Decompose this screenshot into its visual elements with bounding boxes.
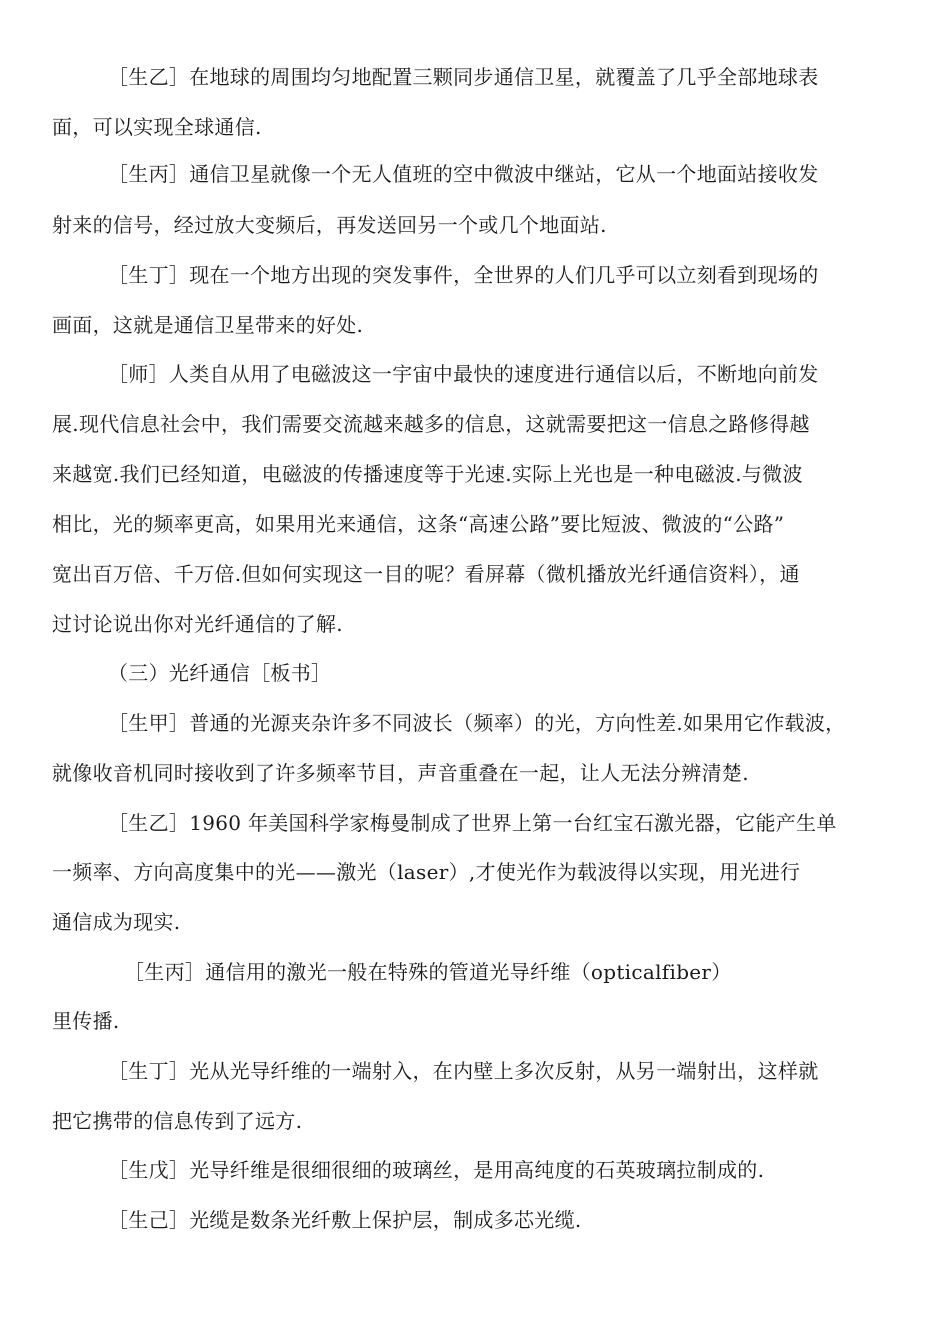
text-line: 面，可以实现全球通信. — [52, 115, 262, 139]
text-line: ［生甲］普通的光源夹杂许多不同波长（频率）的光，方向性差.如果用它作载波， — [108, 711, 846, 735]
text-line: ［生乙］在地球的周围均匀地配置三颗同步通信卫星，就覆盖了几乎全部地球表 — [108, 65, 819, 89]
text-line: ［生丙］通信用的激光一般在特殊的管道光导纤维（opticalfiber） — [124, 960, 732, 984]
text-line: ［生丙］通信卫星就像一个无人值班的空中微波中继站，它从一个地面站接收发 — [108, 162, 819, 186]
text-line: 一频率、方向高度集中的光——激光（laser）,才使光作为载波得以实现，用光进行 — [52, 860, 801, 884]
text-line: 通信成为现实. — [52, 910, 181, 934]
text-line: 就像收音机同时接收到了许多频率节目，声音重叠在一起，让人无法分辨清楚. — [52, 761, 749, 785]
text-line: ［生丁］现在一个地方出现的突发事件，全世界的人们几乎可以立刻看到现场的 — [108, 263, 819, 287]
text-line: ［生己］光缆是数条光纤敷上保护层，制成多芯光缆. — [108, 1208, 582, 1232]
text-line: ［生戊］光导纤维是很细很细的玻璃丝，是用高纯度的石英玻璃拉制成的. — [108, 1158, 765, 1182]
text-line: 宽出百万倍、千万倍.但如何实现这一目的呢？看屏幕（微机播放光纤通信资料），通 — [52, 562, 800, 586]
text-line: 过讨论说出你对光纤通信的了解. — [52, 612, 343, 636]
text-line: ［生乙］1960 年美国科学家梅曼制成了世界上第一台红宝石激光器，它能产生单 — [108, 811, 837, 835]
text-line: 射来的信号，经过放大变频后，再发送回另一个或几个地面站. — [52, 213, 607, 237]
text-line: 展.现代信息社会中，我们需要交流越来越多的信息，这就需要把这一信息之路修得越 — [52, 412, 810, 436]
text-line: 来越宽.我们已经知道，电磁波的传播速度等于光速.实际上光也是一种电磁波.与微波 — [52, 462, 803, 486]
text-line: ［生丁］光从光导纤维的一端射入，在内壁上多次反射，从另一端射出，这样就 — [108, 1059, 819, 1083]
text-line: 相比，光的频率更高，如果用光来通信，这条“高速公路”要比短波、微波的“公路” — [52, 512, 785, 536]
text-line: 画面，这就是通信卫星带来的好处. — [52, 313, 364, 337]
section-heading: （三）光纤通信［板书］ — [108, 661, 332, 685]
text-line: ［师］人类自从用了电磁波这一宇宙中最快的速度进行通信以后，不断地向前发 — [108, 362, 819, 386]
text-line: 里传播. — [52, 1009, 120, 1033]
text-line: 把它携带的信息传到了远方. — [52, 1109, 303, 1133]
